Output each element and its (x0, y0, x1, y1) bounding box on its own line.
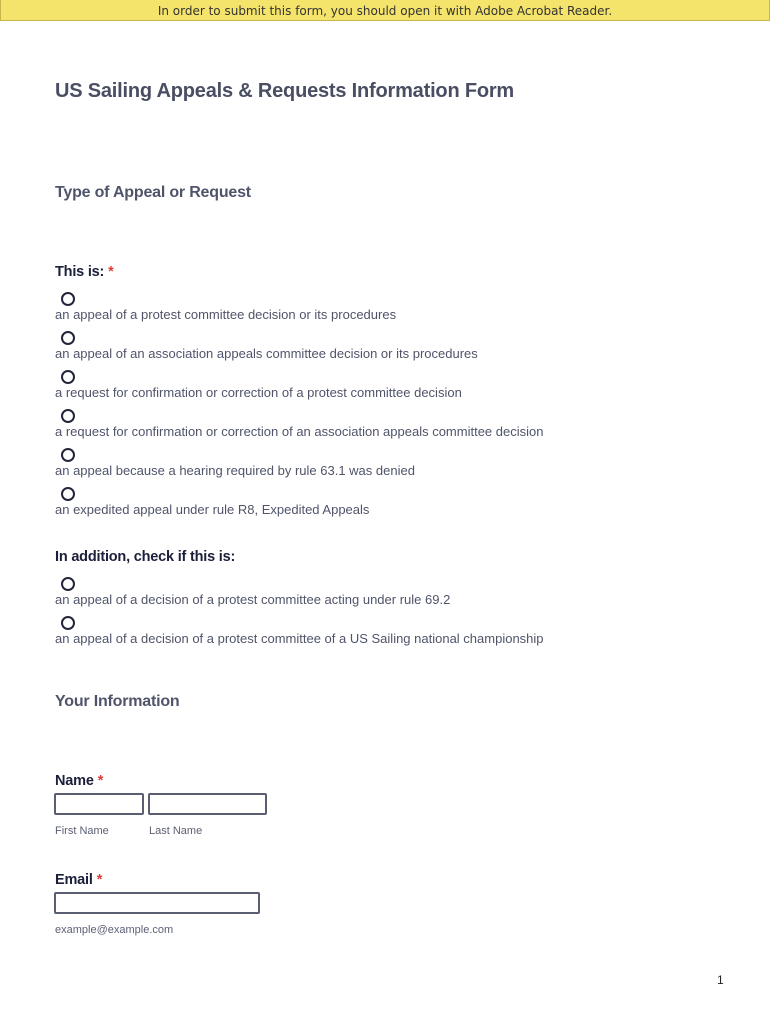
section-heading-info: Your Information (55, 693, 180, 710)
radio-option-1[interactable] (61, 292, 75, 306)
section-heading-type: Type of Appeal or Request (55, 184, 251, 201)
required-asterisk: * (96, 872, 103, 888)
page-number: 1 (717, 973, 724, 987)
last-name-sublabel: Last Name (149, 825, 203, 837)
first-name-input[interactable] (54, 793, 144, 815)
radio-option-3[interactable] (61, 370, 75, 384)
email-input[interactable] (54, 892, 260, 914)
option-label-3: a request for confirmation or correction of a protest committee decision (55, 385, 462, 400)
radio-option-2[interactable] (61, 331, 75, 345)
option-label-5: an appeal because a hearing required by rule 63.1 was denied (55, 463, 415, 478)
last-name-input[interactable] (148, 793, 267, 815)
question-this-is-label (55, 264, 114, 280)
question-this-is-text: This is: (55, 264, 105, 280)
option-label-6: an expedited appeal under rule R8, Expedited Appeals (55, 502, 370, 517)
addition-label-1: an appeal of a decision of a protest committee acting under rule 69.2 (55, 592, 451, 607)
email-label-text: Email (55, 872, 93, 888)
radio-option-5[interactable] (61, 448, 75, 462)
radio-addition-1[interactable] (61, 577, 75, 591)
required-asterisk: * (108, 264, 114, 280)
name-label-text: Name (55, 773, 94, 789)
radio-option-6[interactable] (61, 487, 75, 501)
addition-label-2: an appeal of a decision of a protest committee of a US Sailing national championship (55, 631, 544, 646)
first-name-sublabel: First Name (55, 825, 109, 837)
option-label-4: a request for confirmation or correction of an association appeals committee decision (55, 424, 544, 439)
radio-addition-2[interactable] (61, 616, 75, 630)
option-label-1: an appeal of a protest committee decision or its procedures (55, 307, 397, 322)
email-sublabel: example@example.com (55, 924, 174, 936)
email-label (55, 872, 102, 888)
option-label-2: an appeal of an association appeals committee decision or its procedures (55, 346, 478, 361)
required-asterisk: * (97, 773, 104, 789)
form-title: US Sailing Appeals & Requests Information Form (55, 80, 515, 102)
name-label (55, 773, 103, 789)
acrobat-reader-notice: In order to submit this form, you should open it with Adobe Acrobat Reader. (0, 0, 770, 21)
question-addition-label: In addition, check if this is: (55, 549, 236, 565)
radio-option-4[interactable] (61, 409, 75, 423)
